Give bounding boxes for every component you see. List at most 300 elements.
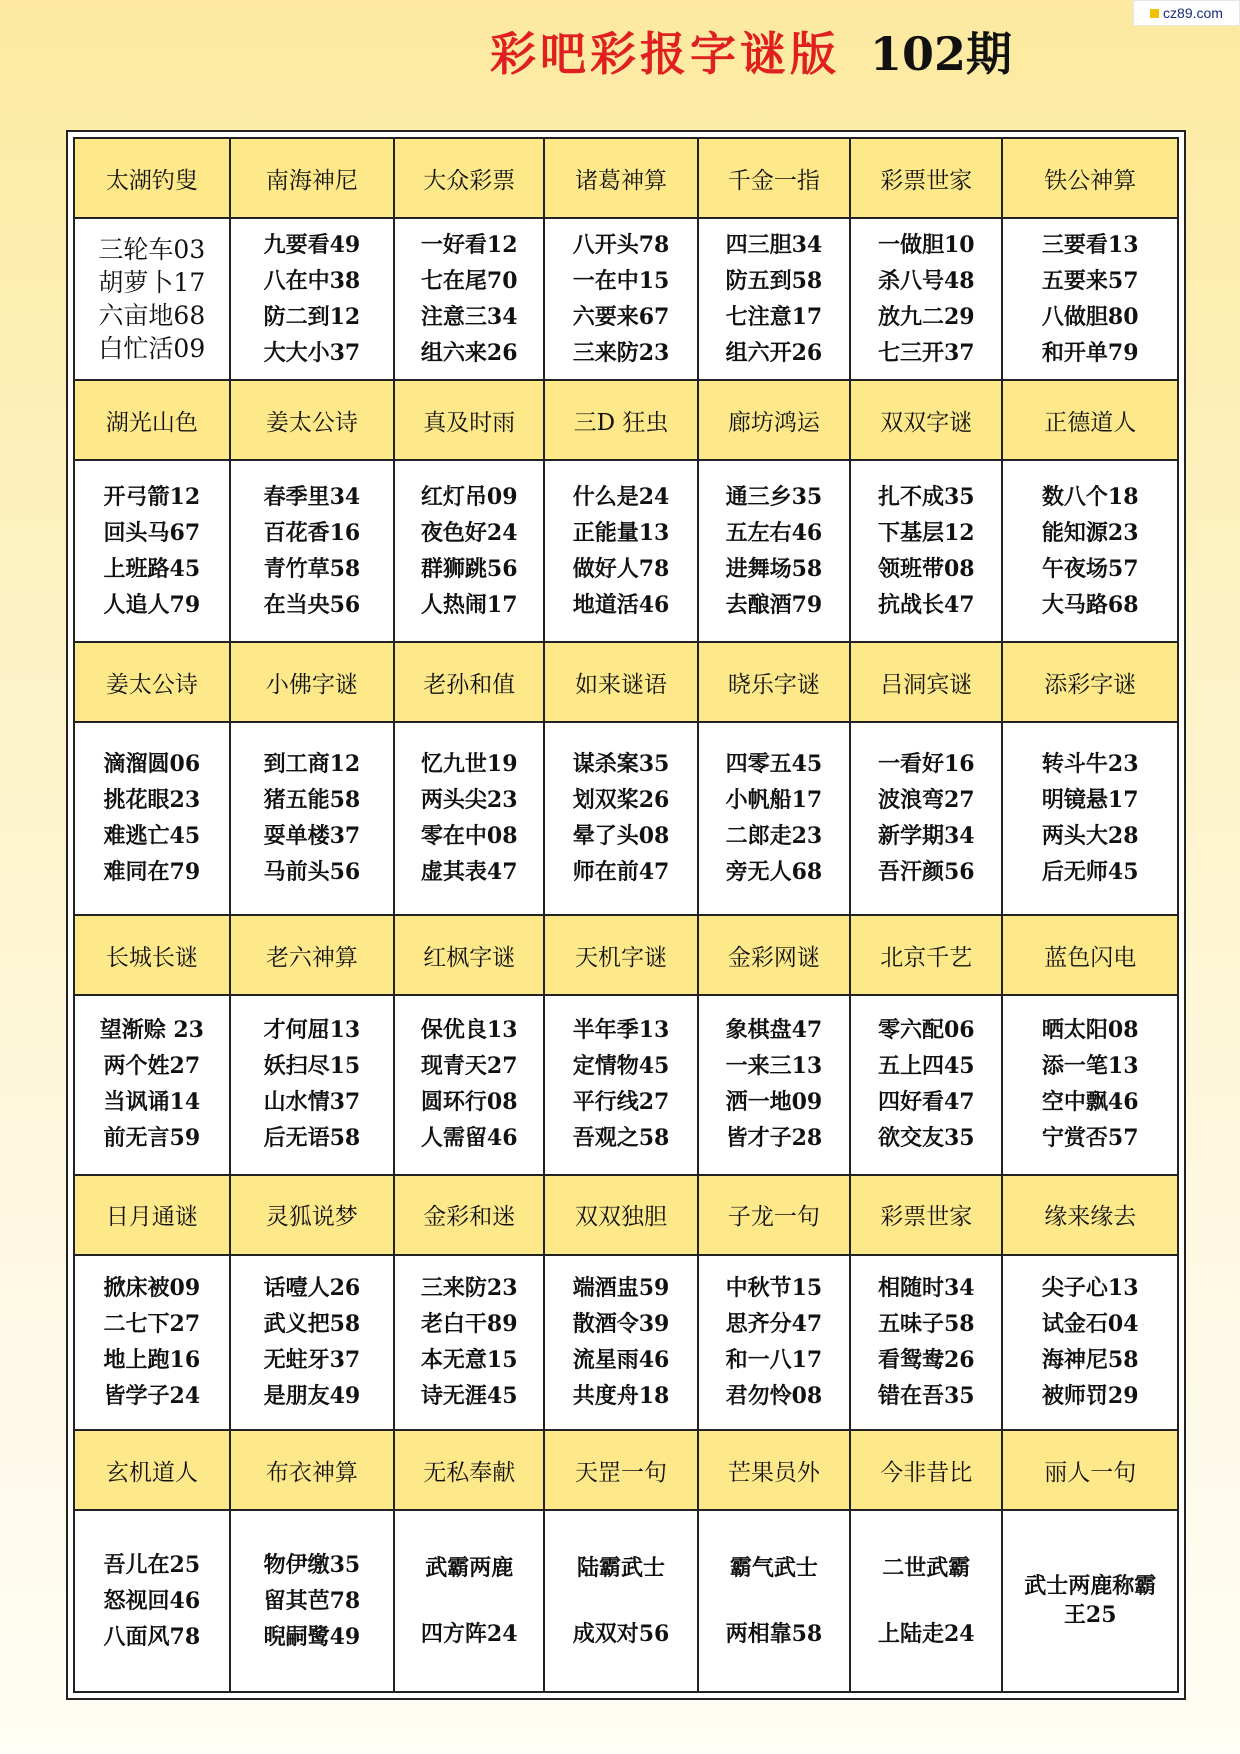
prediction-line: 洒一地09	[725, 1089, 823, 1116]
prediction-line: 物伊缴35	[263, 1551, 361, 1578]
prediction-line: 八在中38	[263, 267, 361, 294]
prediction-lines	[1003, 483, 1177, 620]
page-title	[490, 18, 1012, 88]
prediction-line: 七三开37	[877, 339, 975, 366]
prediction-cell	[394, 218, 544, 380]
predictions-row	[74, 1255, 1178, 1430]
prediction-cell	[230, 1510, 394, 1692]
prediction-line: 上陆走24	[877, 1620, 975, 1647]
prediction-line: 二世武霸	[882, 1554, 971, 1581]
predictions-row	[74, 218, 1178, 380]
prediction-line: 尖子心13	[1041, 1274, 1139, 1301]
prediction-cell	[230, 722, 394, 915]
prediction-line: 流星雨46	[572, 1346, 670, 1373]
column-header: 姜太公诗	[230, 380, 394, 460]
prediction-line: 端酒盅59	[572, 1274, 670, 1301]
prediction-lines	[1003, 231, 1177, 368]
prediction-line: 师在前47	[572, 859, 670, 886]
prediction-cell	[544, 1510, 697, 1692]
prediction-line: 吾汗颜56	[877, 859, 975, 886]
prediction-lines	[231, 1016, 393, 1153]
prediction-lines	[851, 1016, 1001, 1153]
prediction-lines	[699, 231, 849, 368]
prediction-line: 武霸两鹿	[425, 1554, 514, 1581]
prediction-line: 两头大28	[1041, 823, 1139, 850]
prediction-lines	[851, 750, 1001, 887]
prediction-line: 晕了头08	[572, 823, 670, 850]
prediction-lines	[851, 231, 1001, 368]
prediction-line: 看鸳鸯26	[877, 1346, 975, 1373]
prediction-line: 七在尾70	[420, 267, 518, 294]
prediction-line: 被师罚29	[1041, 1382, 1139, 1409]
prediction-line: 划双桨26	[572, 787, 670, 814]
prediction-line: 陆霸武士	[577, 1554, 666, 1581]
prediction-lines	[851, 1274, 1001, 1411]
column-header: 老六神算	[230, 915, 394, 995]
prediction-cell	[1002, 995, 1178, 1175]
header-row	[74, 915, 1178, 995]
prediction-line: 八面风78	[103, 1623, 201, 1650]
prediction-line: 旁无人68	[725, 859, 823, 886]
prediction-cell	[74, 995, 230, 1175]
prediction-line: 做好人78	[572, 555, 670, 582]
prediction-lines	[395, 231, 543, 368]
column-header: 缘来缘去	[1002, 1175, 1178, 1255]
prediction-lines	[75, 483, 229, 620]
prediction-line: 虚其表47	[420, 859, 518, 886]
prediction-lines	[851, 1554, 1001, 1649]
prediction-line: 波浪弯27	[877, 787, 975, 814]
prediction-lines	[699, 1554, 849, 1649]
column-header: 红枫字谜	[394, 915, 544, 995]
column-header: 三D 狂虫	[544, 380, 697, 460]
prediction-cell	[1002, 460, 1178, 642]
prediction-line: 相随时34	[877, 1274, 975, 1301]
prediction-line: 百花香16	[263, 519, 361, 546]
riddle-table-frame	[66, 130, 1186, 1700]
prediction-lines	[231, 1274, 393, 1411]
prediction-line: 谋杀案35	[572, 751, 670, 778]
prediction-line: 六要来67	[572, 303, 670, 330]
prediction-line: 平行线27	[572, 1089, 670, 1116]
prediction-cell	[394, 1255, 544, 1430]
prediction-line: 到工商12	[263, 751, 361, 778]
prediction-line: 忆九世19	[420, 751, 518, 778]
prediction-cell	[698, 218, 850, 380]
prediction-line: 现青天27	[420, 1053, 518, 1080]
header-row	[74, 138, 1178, 218]
prediction-line: 后无语58	[263, 1125, 361, 1152]
prediction-line: 海神尼58	[1041, 1346, 1139, 1373]
prediction-line: 试金石04	[1041, 1310, 1139, 1337]
prediction-line: 能知源23	[1041, 519, 1139, 546]
prediction-line: 老白干89	[420, 1310, 518, 1337]
prediction-line: 定情物45	[572, 1053, 670, 1080]
prediction-lines	[545, 1274, 696, 1411]
prediction-lines	[699, 1016, 849, 1153]
watermark-badge	[1133, 0, 1240, 26]
prediction-line: 诗无涯45	[420, 1382, 518, 1409]
prediction-line: 人热闹17	[420, 591, 518, 618]
column-header: 金彩和迷	[394, 1175, 544, 1255]
prediction-line: 望渐赊 23	[99, 1017, 204, 1044]
prediction-line: 本无意15	[420, 1346, 518, 1373]
prediction-line: 红灯吊09	[420, 483, 518, 510]
column-header: 彩票世家	[850, 138, 1002, 218]
column-header: 大众彩票	[394, 138, 544, 218]
prediction-line: 霸气武士	[729, 1554, 818, 1581]
prediction-line: 白忙活09	[98, 334, 206, 364]
prediction-line: 明镜悬17	[1041, 787, 1139, 814]
prediction-line: 地道活46	[572, 591, 670, 618]
column-header: 子龙一句	[698, 1175, 850, 1255]
prediction-line: 两相靠58	[725, 1620, 823, 1647]
column-header: 小佛字谜	[230, 642, 394, 722]
watermark-text: cz89.com	[1163, 5, 1223, 21]
prediction-line: 正能量13	[572, 519, 670, 546]
prediction-line: 三要看13	[1041, 231, 1139, 258]
prediction-cell	[74, 1510, 230, 1692]
prediction-cell	[74, 460, 230, 642]
prediction-line: 小帆船17	[725, 787, 823, 814]
prediction-line: 怒视回46	[103, 1587, 201, 1614]
prediction-line: 一在中15	[572, 267, 670, 294]
prediction-lines	[75, 1016, 229, 1153]
prediction-line: 回头马67	[103, 519, 201, 546]
prediction-cell	[544, 995, 697, 1175]
prediction-line: 新学期34	[877, 823, 975, 850]
column-header: 廊坊鸿运	[698, 380, 850, 460]
prediction-cell	[394, 1510, 544, 1692]
prediction-lines	[231, 483, 393, 620]
prediction-cell	[850, 1255, 1002, 1430]
prediction-line: 共度舟18	[572, 1382, 670, 1409]
prediction-line: 宁赏否57	[1041, 1125, 1139, 1152]
column-header: 双双独胆	[544, 1175, 697, 1255]
prediction-line: 八做胆80	[1041, 303, 1139, 330]
predictions-row	[74, 995, 1178, 1175]
prediction-line: 一好看12	[420, 231, 518, 258]
prediction-line: 保优良13	[420, 1017, 518, 1044]
prediction-line: 二七下27	[103, 1310, 201, 1337]
prediction-cell	[74, 1255, 230, 1430]
prediction-line: 半年季13	[572, 1017, 670, 1044]
prediction-line: 掀床被09	[103, 1274, 201, 1301]
prediction-cell	[74, 722, 230, 915]
prediction-line: 才何屈13	[263, 1017, 361, 1044]
column-header: 双双字谜	[850, 380, 1002, 460]
prediction-line: 四好看47	[877, 1089, 975, 1116]
prediction-line: 中秋节15	[725, 1274, 823, 1301]
column-header: 日月通谜	[74, 1175, 230, 1255]
header-row	[74, 642, 1178, 722]
prediction-line: 成双对56	[572, 1620, 670, 1647]
prediction-line: 四零五45	[725, 751, 823, 778]
prediction-lines	[545, 1554, 696, 1649]
prediction-cell	[544, 722, 697, 915]
prediction-cell	[850, 460, 1002, 642]
column-header: 姜太公诗	[74, 642, 230, 722]
prediction-cell	[850, 995, 1002, 1175]
riddle-table	[73, 137, 1179, 1693]
prediction-line: 零在中08	[420, 823, 518, 850]
prediction-line: 零六配06	[877, 1017, 975, 1044]
prediction-cell	[850, 218, 1002, 380]
prediction-cell	[74, 218, 230, 380]
prediction-line: 扎不成35	[877, 483, 975, 510]
prediction-line: 添一笔13	[1041, 1053, 1139, 1080]
prediction-line: 夜色好24	[420, 519, 518, 546]
prediction-lines	[231, 231, 393, 368]
column-header: 玄机道人	[74, 1430, 230, 1510]
prediction-line: 挑花眼23	[103, 787, 201, 814]
prediction-lines	[545, 1016, 696, 1153]
prediction-line: 上班路45	[103, 555, 201, 582]
prediction-line: 五左右46	[725, 519, 823, 546]
prediction-cell	[394, 995, 544, 1175]
column-header: 灵狐说梦	[230, 1175, 394, 1255]
prediction-line: 五上四45	[877, 1053, 975, 1080]
prediction-line: 武士两鹿称霸	[1024, 1573, 1157, 1600]
prediction-line: 进舞场58	[725, 555, 823, 582]
prediction-line: 抗战长47	[877, 591, 975, 618]
riddle-table-body	[74, 138, 1178, 1692]
prediction-line: 二郎走23	[725, 823, 823, 850]
prediction-line: 武义把58	[263, 1310, 361, 1337]
prediction-line: 转斗牛23	[1041, 751, 1139, 778]
prediction-cell	[850, 722, 1002, 915]
prediction-lines	[1003, 1274, 1177, 1411]
prediction-line: 妖扫尽15	[263, 1053, 361, 1080]
prediction-line: 一看好16	[877, 751, 975, 778]
prediction-line: 晒太阳08	[1041, 1017, 1139, 1044]
prediction-line: 前无言59	[103, 1125, 201, 1152]
watermark-square-icon	[1150, 9, 1159, 18]
prediction-line: 和一八17	[725, 1346, 823, 1373]
prediction-line: 后无师45	[1041, 859, 1139, 886]
prediction-line: 吾观之58	[572, 1125, 670, 1152]
prediction-cell	[230, 218, 394, 380]
prediction-cell	[230, 995, 394, 1175]
prediction-cell	[394, 460, 544, 642]
prediction-line: 皆学子24	[103, 1382, 201, 1409]
prediction-cell	[1002, 1510, 1178, 1692]
column-header: 芒果员外	[698, 1430, 850, 1510]
prediction-lines	[75, 1274, 229, 1411]
column-header: 今非昔比	[850, 1430, 1002, 1510]
prediction-line: 三轮车03	[98, 235, 206, 265]
prediction-line: 九要看49	[263, 231, 361, 258]
prediction-line: 大大小37	[263, 339, 361, 366]
prediction-line: 一来三13	[725, 1053, 823, 1080]
prediction-line: 杀八号48	[877, 267, 975, 294]
prediction-line: 四三胆34	[725, 231, 823, 258]
predictions-row	[74, 1510, 1178, 1692]
prediction-lines	[699, 750, 849, 887]
column-header: 天罡一句	[544, 1430, 697, 1510]
prediction-line: 组六开26	[725, 339, 823, 366]
prediction-lines	[851, 483, 1001, 620]
prediction-lines	[75, 750, 229, 887]
prediction-cell	[544, 218, 697, 380]
prediction-line: 话噎人26	[263, 1274, 361, 1301]
prediction-cell	[230, 460, 394, 642]
prediction-line: 两个姓27	[103, 1053, 201, 1080]
prediction-line: 皆才子28	[725, 1125, 823, 1152]
prediction-lines	[75, 233, 229, 365]
prediction-line: 胡萝卜17	[98, 268, 206, 298]
column-header: 丽人一句	[1002, 1430, 1178, 1510]
prediction-line: 是朋友49	[263, 1382, 361, 1409]
column-header: 南海神尼	[230, 138, 394, 218]
column-header: 真及时雨	[394, 380, 544, 460]
prediction-line: 春季里34	[263, 483, 361, 510]
prediction-line: 数八个18	[1041, 483, 1139, 510]
prediction-cell	[698, 1510, 850, 1692]
prediction-lines	[395, 483, 543, 620]
prediction-lines	[231, 1551, 393, 1652]
prediction-lines	[395, 1016, 543, 1153]
prediction-cell	[1002, 218, 1178, 380]
prediction-cell	[394, 722, 544, 915]
prediction-lines	[545, 750, 696, 887]
header-row	[74, 1175, 1178, 1255]
column-header: 老孙和值	[394, 642, 544, 722]
column-header: 布衣神算	[230, 1430, 394, 1510]
prediction-line: 滴溜圆06	[103, 751, 201, 778]
prediction-line: 组六来26	[420, 339, 518, 366]
prediction-line: 六亩地68	[98, 301, 206, 331]
title-main: 彩吧彩报字谜版	[490, 27, 840, 81]
prediction-lines	[395, 1554, 543, 1649]
prediction-line: 一做胆10	[877, 231, 975, 258]
prediction-line: 两头尖23	[420, 787, 518, 814]
column-header: 太湖钓叟	[74, 138, 230, 218]
column-header: 千金一指	[698, 138, 850, 218]
header-row	[74, 380, 1178, 460]
prediction-line: 难同在79	[103, 859, 201, 886]
prediction-cell	[698, 460, 850, 642]
prediction-lines	[699, 483, 849, 620]
column-header: 添彩字谜	[1002, 642, 1178, 722]
title-issue: 102期	[870, 27, 1013, 81]
column-header: 铁公神算	[1002, 138, 1178, 218]
prediction-line: 群狮跳56	[420, 555, 518, 582]
prediction-lines	[545, 231, 696, 368]
prediction-line: 猪五能58	[263, 787, 361, 814]
prediction-line: 思齐分47	[725, 1310, 823, 1337]
prediction-line: 当讽诵14	[103, 1089, 201, 1116]
prediction-cell	[698, 722, 850, 915]
column-header: 吕洞宾谜	[850, 642, 1002, 722]
prediction-lines	[545, 483, 696, 620]
prediction-line: 三来防23	[572, 339, 670, 366]
prediction-lines	[699, 1274, 849, 1411]
prediction-line: 地上跑16	[103, 1346, 201, 1373]
prediction-line: 八开头78	[572, 231, 670, 258]
prediction-line: 领班带08	[877, 555, 975, 582]
prediction-lines	[231, 750, 393, 887]
prediction-line: 大马路68	[1041, 591, 1139, 618]
prediction-line: 午夜场57	[1041, 555, 1139, 582]
column-header: 彩票世家	[850, 1175, 1002, 1255]
prediction-line: 什么是24	[572, 483, 670, 510]
column-header: 诸葛神算	[544, 138, 697, 218]
prediction-cell	[850, 1510, 1002, 1692]
prediction-lines	[75, 1551, 229, 1652]
column-header: 蓝色闪电	[1002, 915, 1178, 995]
prediction-line: 青竹草58	[263, 555, 361, 582]
prediction-line: 君勿怜08	[725, 1382, 823, 1409]
column-header: 无私奉献	[394, 1430, 544, 1510]
prediction-line: 下基层12	[877, 519, 975, 546]
prediction-line: 四方阵24	[420, 1620, 518, 1647]
prediction-line: 注意三34	[420, 303, 518, 330]
prediction-line: 耍单楼37	[263, 823, 361, 850]
prediction-line: 五味子58	[877, 1310, 975, 1337]
prediction-cell	[698, 995, 850, 1175]
column-header: 长城长谜	[74, 915, 230, 995]
prediction-line: 难逃亡45	[103, 823, 201, 850]
prediction-line: 去酿酒79	[725, 591, 823, 618]
predictions-row	[74, 722, 1178, 915]
prediction-lines	[1003, 1016, 1177, 1153]
prediction-cell	[544, 460, 697, 642]
prediction-line: 在当央56	[263, 591, 361, 618]
prediction-line: 七注意17	[725, 303, 823, 330]
prediction-line: 五要来57	[1041, 267, 1139, 294]
prediction-cell	[1002, 722, 1178, 915]
prediction-line: 散酒令39	[572, 1310, 670, 1337]
prediction-line: 通三乡35	[725, 483, 823, 510]
prediction-lines	[1003, 1572, 1177, 1630]
prediction-lines	[395, 1274, 543, 1411]
prediction-line: 马前头56	[263, 859, 361, 886]
column-header: 正德道人	[1002, 380, 1178, 460]
column-header: 晓乐字谜	[698, 642, 850, 722]
prediction-cell	[1002, 1255, 1178, 1430]
prediction-line: 放九二29	[877, 303, 975, 330]
prediction-line: 圆环行08	[420, 1089, 518, 1116]
column-header: 湖光山色	[74, 380, 230, 460]
prediction-lines	[395, 750, 543, 887]
prediction-line: 山水情37	[263, 1089, 361, 1116]
prediction-lines	[1003, 750, 1177, 887]
prediction-cell	[698, 1255, 850, 1430]
prediction-line: 人需留46	[420, 1125, 518, 1152]
prediction-line: 晲嗣鹭49	[263, 1623, 361, 1650]
prediction-line: 象棋盘47	[725, 1017, 823, 1044]
predictions-row	[74, 460, 1178, 642]
prediction-line: 错在吾35	[877, 1382, 975, 1409]
prediction-line: 防二到12	[263, 303, 361, 330]
column-header: 北京千艺	[850, 915, 1002, 995]
prediction-line: 开弓箭12	[103, 483, 201, 510]
prediction-line: 和开单79	[1041, 339, 1139, 366]
prediction-line: 人追人79	[103, 591, 201, 618]
prediction-cell	[544, 1255, 697, 1430]
prediction-line: 王25	[1063, 1602, 1117, 1629]
header-row	[74, 1430, 1178, 1510]
prediction-line: 欲交友35	[877, 1125, 975, 1152]
column-header: 金彩网谜	[698, 915, 850, 995]
prediction-line: 吾儿在25	[103, 1551, 201, 1578]
column-header: 天机字谜	[544, 915, 697, 995]
prediction-line: 防五到58	[725, 267, 823, 294]
prediction-line: 留其芭78	[263, 1587, 361, 1614]
prediction-line: 空中飘46	[1041, 1089, 1139, 1116]
prediction-line: 无蛀牙37	[263, 1346, 361, 1373]
